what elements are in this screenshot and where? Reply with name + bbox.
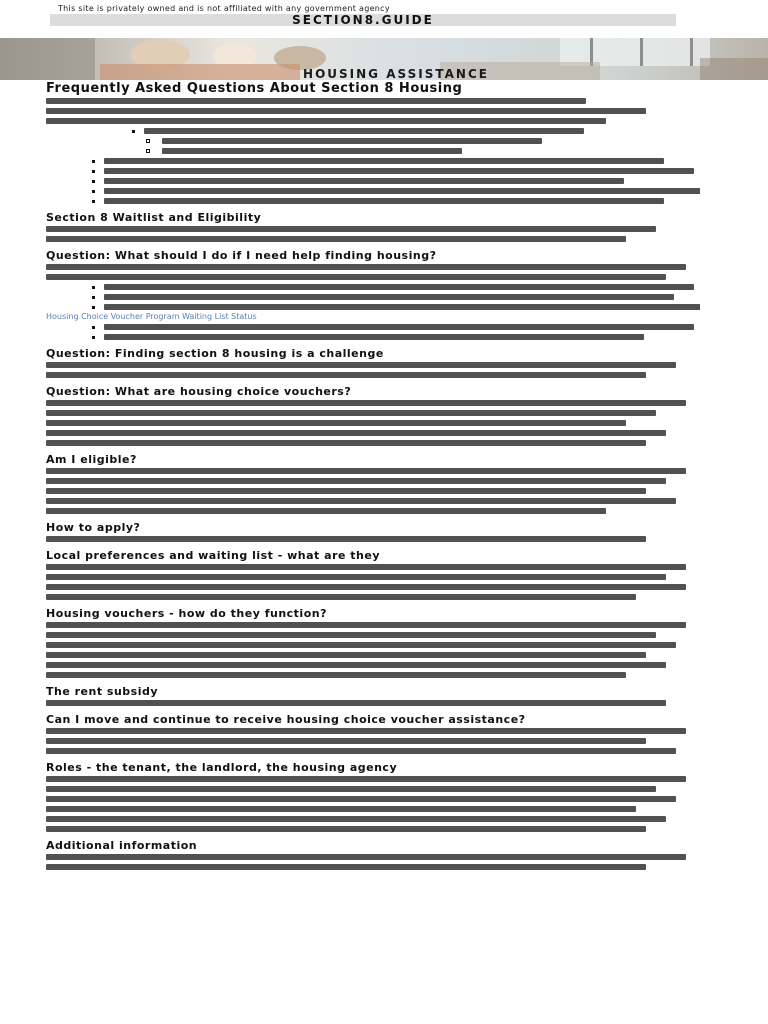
redacted-text-bar (46, 826, 646, 832)
paragraph-line (46, 370, 700, 380)
redacted-text-bar (46, 594, 636, 600)
intro-line (46, 116, 700, 126)
bullet-icon (92, 326, 95, 329)
paragraph-line (46, 774, 700, 784)
paragraph-line (46, 428, 700, 438)
section-heading: Additional information (46, 840, 198, 852)
housing-waitlist-link[interactable]: Housing Choice Voucher Program Waiting List Status (46, 312, 257, 321)
section-heading: Question: What are housing choice vouchers? (46, 386, 352, 398)
redacted-text-bar (46, 440, 646, 446)
bullet-icon (146, 139, 150, 143)
redacted-text-bar (46, 430, 666, 436)
redacted-text-bar (46, 574, 666, 580)
redacted-text-bar (46, 728, 686, 734)
redacted-text-bar (46, 806, 636, 812)
redacted-text-bar (144, 128, 584, 134)
list-item (46, 146, 700, 156)
site-disclaimer: This site is privately owned and is not affiliated with any government agency (58, 5, 390, 13)
section-heading: Housing vouchers - how do they function? (46, 608, 327, 620)
redacted-text-bar (46, 632, 656, 638)
redacted-text-bar (46, 410, 656, 416)
redacted-text-bar (46, 478, 666, 484)
redacted-text-bar (104, 178, 624, 184)
paragraph-line (46, 496, 700, 506)
redacted-text-bar (46, 488, 646, 494)
redacted-text-bar (46, 854, 686, 860)
redacted-text-bar (104, 284, 694, 290)
redacted-text-bar (46, 98, 586, 104)
list-item (46, 302, 700, 312)
paragraph-line (46, 640, 700, 650)
redacted-text-bar (104, 324, 694, 330)
redacted-text-bar (46, 662, 666, 668)
bullet-icon (92, 296, 95, 299)
redacted-text-bar (104, 158, 664, 164)
paragraph-line (46, 562, 700, 572)
section-heading: Section 8 Waitlist and Eligibility (46, 212, 262, 224)
list-item (46, 166, 700, 176)
redacted-text-bar (104, 198, 664, 204)
section-heading: Can I move and continue to receive housing choice voucher assistance? (46, 714, 526, 726)
redacted-text-bar (46, 622, 686, 628)
paragraph-line (46, 660, 700, 670)
redacted-text-bar (46, 652, 646, 658)
redacted-text-bar (46, 786, 656, 792)
redacted-text-bar (104, 168, 694, 174)
bullet-icon (92, 336, 95, 339)
list-item (46, 186, 700, 196)
redacted-text-bar (104, 294, 674, 300)
redacted-text-bar (46, 700, 666, 706)
section-heading: How to apply? (46, 522, 141, 534)
bullet-icon (92, 190, 95, 193)
redacted-text-bar (104, 334, 644, 340)
page-title: HOUSING ASSISTANCE (303, 67, 489, 80)
bullet-icon (92, 160, 95, 163)
paragraph-line (46, 582, 700, 592)
redacted-text-bar (46, 274, 666, 280)
redacted-text-bar (46, 672, 626, 678)
site-brand-link[interactable]: SECTION8.GUIDE (50, 14, 676, 26)
hero-banner (0, 38, 768, 80)
intro-line (46, 96, 700, 106)
bullet-icon (92, 286, 95, 289)
paragraph-line (46, 486, 700, 496)
paragraph-line (46, 824, 700, 834)
list-item (46, 282, 700, 292)
paragraph-line (46, 794, 700, 804)
bullet-icon (92, 200, 95, 203)
paragraph-line (46, 852, 700, 862)
paragraph-line (46, 726, 700, 736)
paragraph-line (46, 746, 700, 756)
paragraph-line (46, 670, 700, 680)
paragraph-line (46, 408, 700, 418)
section-heading: Question: What should I do if I need help finding housing? (46, 250, 437, 262)
redacted-text-bar (46, 226, 656, 232)
redacted-text-bar (46, 816, 666, 822)
paragraph-line (46, 534, 700, 544)
redacted-text-bar (46, 536, 646, 542)
redacted-text-bar (104, 304, 700, 310)
section-heading: Am I eligible? (46, 454, 137, 466)
bullet-icon (92, 170, 95, 173)
redacted-text-bar (46, 236, 626, 242)
paragraph-line (46, 736, 700, 746)
paragraph-line (46, 438, 700, 448)
paragraph-line (46, 592, 700, 602)
section-heading: Roles - the tenant, the landlord, the housing agency (46, 762, 398, 774)
article-body (46, 81, 700, 1011)
list-item (46, 156, 700, 166)
article-title: Frequently Asked Questions About Section 8 Housing (46, 81, 463, 96)
list-item (46, 136, 700, 146)
redacted-text-bar (46, 468, 686, 474)
paragraph-line (46, 418, 700, 428)
paragraph-line (46, 572, 700, 582)
redacted-text-bar (46, 372, 646, 378)
paragraph-line (46, 620, 700, 630)
redacted-text-bar (104, 188, 700, 194)
paragraph-line (46, 398, 700, 408)
paragraph-line (46, 814, 700, 824)
redacted-text-bar (162, 148, 462, 154)
intro-line (46, 106, 700, 116)
redacted-text-bar (46, 584, 686, 590)
paragraph-line (46, 784, 700, 794)
list-item (46, 126, 700, 136)
bullet-icon (132, 130, 135, 133)
paragraph-line (46, 224, 700, 234)
paragraph-line (46, 466, 700, 476)
site-top-bar (0, 0, 768, 38)
paragraph-line (46, 804, 700, 814)
redacted-text-bar (46, 108, 646, 114)
section-heading: Local preferences and waiting list - what are they (46, 550, 380, 562)
redacted-text-bar (46, 118, 606, 124)
redacted-text-bar (46, 420, 626, 426)
section-heading: The rent subsidy (46, 686, 159, 698)
paragraph-line (46, 698, 700, 708)
redacted-text-bar (46, 498, 676, 504)
paragraph-line (46, 506, 700, 516)
paragraph-line (46, 650, 700, 660)
list-item (46, 176, 700, 186)
list-item (46, 292, 700, 302)
bullet-icon (92, 306, 95, 309)
list-item (46, 322, 700, 332)
redacted-text-bar (46, 864, 646, 870)
list-item (46, 332, 700, 342)
paragraph-line (46, 476, 700, 486)
redacted-text-bar (46, 264, 686, 270)
redacted-text-bar (46, 776, 686, 782)
redacted-text-bar (46, 738, 646, 744)
redacted-text-bar (46, 564, 686, 570)
list-item (46, 196, 700, 206)
redacted-text-bar (46, 362, 676, 368)
bullet-icon (92, 180, 95, 183)
redacted-text-bar (46, 748, 676, 754)
paragraph-line (46, 360, 700, 370)
paragraph-line (46, 862, 700, 872)
section-heading: Question: Finding section 8 housing is a challenge (46, 348, 384, 360)
redacted-text-bar (46, 508, 606, 514)
redacted-text-bar (162, 138, 542, 144)
paragraph-line (46, 272, 700, 282)
paragraph-line (46, 262, 700, 272)
paragraph-line (46, 630, 700, 640)
redacted-text-bar (46, 642, 676, 648)
paragraph-line (46, 234, 700, 244)
redacted-text-bar (46, 796, 676, 802)
redacted-text-bar (46, 400, 686, 406)
bullet-icon (146, 149, 150, 153)
